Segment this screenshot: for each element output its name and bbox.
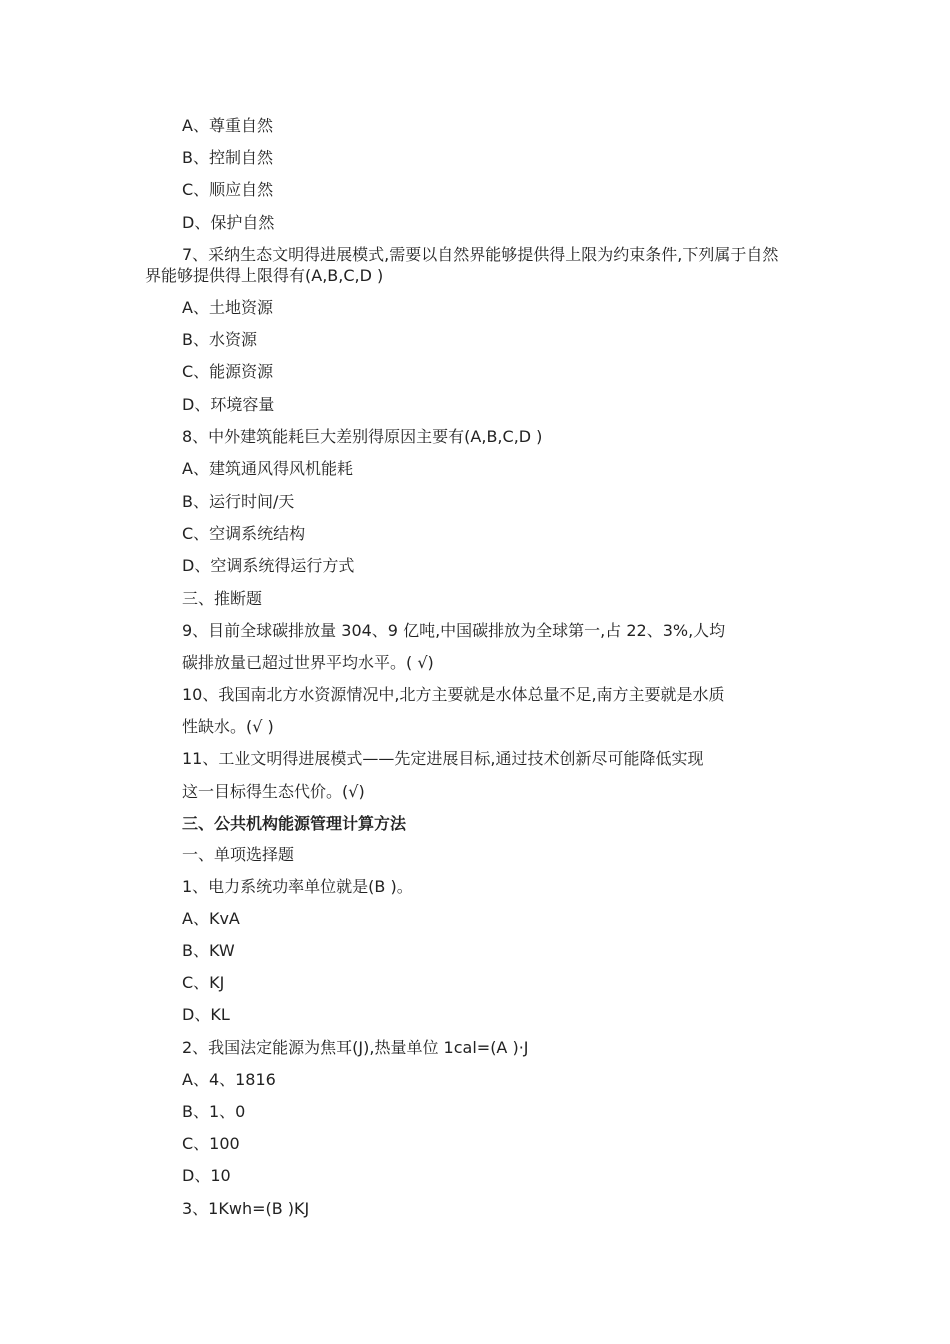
option-line: D、空调系统得运行方式 xyxy=(182,556,355,575)
question-line: 8、中外建筑能耗巨大差别得原因主要有(A,B,C,D ) xyxy=(182,427,543,446)
question-line: 10、我国南北方水资源情况中,北方主要就是水体总量不足,南方主要就是水质 xyxy=(182,685,725,704)
option-line: A、建筑通风得风机能耗 xyxy=(182,459,353,478)
option-line: B、水资源 xyxy=(182,330,257,349)
question-line-continued: 界能够提供得上限得有(A,B,C,D ) xyxy=(145,266,384,285)
option-line: C、空调系统结构 xyxy=(182,524,306,543)
option-line: D、KL xyxy=(182,1005,230,1024)
option-line: D、环境容量 xyxy=(182,395,275,414)
option-line: C、KJ xyxy=(182,973,225,992)
option-line: C、100 xyxy=(182,1134,240,1153)
option-line: A、KvA xyxy=(182,909,240,928)
option-line: C、顺应自然 xyxy=(182,180,274,199)
option-line: B、1、0 xyxy=(182,1102,246,1121)
option-line: A、土地资源 xyxy=(182,298,273,317)
section-heading: 三、推断题 xyxy=(182,589,263,608)
option-line: A、尊重自然 xyxy=(182,116,273,135)
option-line: C、能源资源 xyxy=(182,362,274,381)
question-line: 7、采纳生态文明得进展模式,需要以自然界能够提供得上限为约束条件,下列属于自然 xyxy=(182,245,779,264)
option-line: D、保护自然 xyxy=(182,213,275,232)
option-line: B、KW xyxy=(182,941,235,960)
question-line: 2、我国法定能源为焦耳(J),热量单位 1cal=(A )·J xyxy=(182,1038,529,1057)
question-line: 11、工业文明得进展模式——先定进展目标,通过技术创新尽可能降低实现 xyxy=(182,749,704,768)
chapter-heading: 三、公共机构能源管理计算方法 xyxy=(182,814,407,833)
option-line: B、控制自然 xyxy=(182,148,273,167)
option-line: B、运行时间/天 xyxy=(182,492,295,511)
question-line-continued: 碳排放量已超过世界平均水平。( √) xyxy=(182,653,434,672)
question-line: 3、1Kwh=(B )KJ xyxy=(182,1199,310,1218)
question-line: 9、目前全球碳排放量 304、9 亿吨,中国碳排放为全球第一,占 22、3%,人均 xyxy=(182,621,726,640)
option-line: D、10 xyxy=(182,1166,231,1185)
option-line: A、4、1816 xyxy=(182,1070,276,1089)
question-line-continued: 这一目标得生态代价。(√) xyxy=(182,782,365,801)
question-line-continued: 性缺水。(√ ) xyxy=(182,717,274,736)
section-heading: 一、单项选择题 xyxy=(182,845,295,864)
question-line: 1、电力系统功率单位就是(B )。 xyxy=(182,877,413,896)
